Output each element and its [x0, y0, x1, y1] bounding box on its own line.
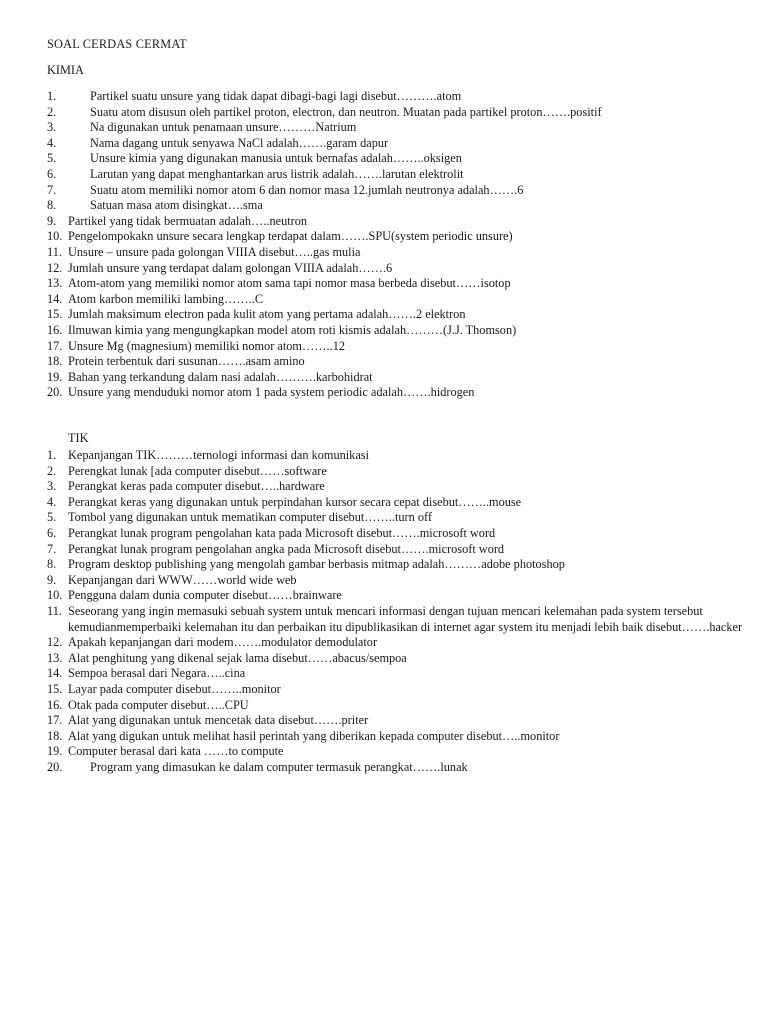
- kimia-question-text: Atom-atom yang memiliki nomor atom sama tapi nomor masa berbeda disebut……isotop: [68, 276, 511, 291]
- tik-question-text: Kepanjangan TIK………ternologi informasi dan komunikasi: [68, 448, 369, 462]
- tik-question-item: [47, 542, 757, 558]
- kimia-question-text: Jumlah maksimum electron pada kulit atom yang pertama adalah…….2 elektron: [68, 307, 466, 322]
- tik-question-item: [47, 557, 757, 573]
- kimia-question-text: Bahan yang terkandung dalam nasi adalah……….karbohidrat: [68, 369, 373, 384]
- tik-question-text: Perangkat keras yang digunakan untuk perpindahan kursor secara cepat disebut……..mouse: [68, 494, 522, 509]
- tik-question-number: 8.: [47, 557, 57, 572]
- tik-question-number: 9.: [47, 572, 57, 587]
- kimia-question-text: Partikel yang tidak bermuatan adalah…..neutron: [68, 213, 308, 228]
- document-title: SOAL CERDAS CERMAT: [47, 37, 187, 51]
- tik-question-number: 17.: [47, 713, 63, 728]
- kimia-question-item: [47, 276, 757, 292]
- tik-question-item: [47, 713, 757, 729]
- kimia-question-number: 4.: [47, 135, 57, 150]
- kimia-question-text: Protein terbentuk dari susunan…….asam amino: [68, 354, 305, 369]
- kimia-question-text: Atom karbon memiliki lambing……..C: [68, 291, 264, 306]
- kimia-question-number: 15.: [47, 307, 63, 322]
- kimia-question-item: [47, 323, 757, 339]
- kimia-question-list: [47, 89, 757, 401]
- kimia-question-number: 11.: [47, 244, 62, 259]
- tik-question-number: 10.: [47, 588, 63, 603]
- tik-question-text: Alat yang digukan untuk melihat hasil perintah yang diberikan kepada computer disebut…..monitor: [68, 728, 560, 743]
- tik-question-number: 7.: [47, 541, 57, 556]
- tik-question-item: [47, 682, 757, 698]
- kimia-question-text: Unsure kimia yang digunakan manusia untuk bernafas adalah……..oksigen: [90, 151, 462, 166]
- kimia-question-number: 2.: [47, 104, 57, 119]
- kimia-question-text: Ilmuwan kimia yang mengungkapkan model atom roti kismis adalah………(J.J. Thomson): [68, 322, 517, 337]
- kimia-question-number: 13.: [47, 276, 63, 291]
- kimia-question-item: [47, 229, 757, 245]
- kimia-question-text: Pengelompokakn unsure secara lengkap terdapat dalam…….SPU(system periodic unsure): [68, 229, 513, 244]
- tik-question-item: [47, 479, 757, 495]
- kimia-question-item: [47, 136, 757, 152]
- kimia-question-item: [47, 245, 757, 261]
- tik-question-text: Seseorang yang ingin memasuki sebuah system untuk mencari informasi dengan tujuan mencari kelemahan pada system tersebut kemudianmemperbaiki kelemahan itu dan perbaikan itu dipublikasikan di internet agar system itu menjadi lebih baik disebut…….hacker: [68, 603, 743, 634]
- kimia-question-item: [47, 151, 757, 167]
- kimia-question-text: Jumlah unsure yang terdapat dalam golongan VIIIA adalah…….6: [68, 260, 393, 275]
- kimia-question-item: [47, 183, 757, 199]
- tik-question-text: Alat yang digunakan untuk mencetak data disebut…….priter: [68, 713, 369, 728]
- kimia-question-item: [47, 292, 757, 308]
- kimia-question-number: 9.: [47, 213, 57, 228]
- kimia-question-number: 8.: [47, 198, 57, 213]
- kimia-question-number: 16.: [47, 322, 63, 337]
- kimia-heading: KIMIA: [47, 63, 84, 77]
- tik-question-number: 15.: [47, 681, 63, 696]
- tik-question-item: [47, 698, 757, 714]
- kimia-question-item: [47, 214, 757, 230]
- tik-question-number: 2.: [47, 463, 57, 478]
- kimia-question-number: 10.: [47, 229, 63, 244]
- kimia-question-text: Nama dagang untuk senyawa NaCl adalah…….garam dapur: [90, 135, 389, 150]
- tik-question-text: Layar pada computer disebut……..monitor: [68, 681, 281, 696]
- tik-question-item: [47, 760, 757, 776]
- kimia-question-text: Unsure – unsure pada golongan VIIIA disebut…..gas mulia: [68, 244, 361, 259]
- tik-question-item: [47, 510, 757, 526]
- kimia-question-item: [47, 307, 757, 323]
- tik-question-item: [47, 651, 757, 667]
- kimia-question-item: [47, 354, 757, 370]
- kimia-question-text: Unsure Mg (magnesium) memiliki nomor atom……..12: [68, 338, 345, 353]
- kimia-question-text: Larutan yang dapat menghantarkan arus listrik adalah…….larutan elektrolit: [90, 166, 464, 181]
- kimia-question-number: 12.: [47, 260, 63, 275]
- tik-question-item: [47, 464, 757, 480]
- kimia-question-text: Suatu atom disusun oleh partikel proton, electron, dan neutron. Muatan pada partikel proton…….positif: [90, 104, 602, 119]
- kimia-question-text: Na digunakan untuk penamaan unsure………Natrium: [90, 120, 357, 135]
- tik-question-number: 4.: [47, 494, 57, 509]
- tik-question-number: 19.: [47, 744, 63, 759]
- tik-question-text: Perangkat keras pada computer disebut…..hardware: [68, 479, 325, 494]
- tik-question-text: Pengguna dalam dunia computer disebut……brainware: [68, 588, 342, 603]
- tik-question-text: Tombol yang digunakan untuk mematikan computer disebut……..turn off: [68, 510, 432, 525]
- tik-question-number: 5.: [47, 510, 57, 525]
- kimia-question-number: 3.: [47, 120, 57, 135]
- tik-question-text: Program desktop publishing yang mengolah gambar berbasis mitmap adalah………adobe photoshop: [68, 557, 565, 572]
- kimia-question-number: 5.: [47, 151, 57, 166]
- tik-question-item: [47, 666, 757, 682]
- tik-question-text: Program yang dimasukan ke dalam computer termasuk perangkat…….lunak: [90, 759, 468, 774]
- kimia-question-number: 6.: [47, 166, 57, 181]
- kimia-question-item: [47, 89, 757, 105]
- kimia-question-item: [47, 339, 757, 355]
- kimia-question-number: 1.: [47, 89, 57, 103]
- tik-question-text: Perengkat lunak [ada computer disebut……software: [68, 463, 327, 478]
- tik-question-item: [47, 448, 757, 464]
- kimia-question-number: 17.: [47, 338, 63, 353]
- tik-question-item: [47, 635, 757, 651]
- tik-question-item: [47, 495, 757, 511]
- kimia-question-number: 14.: [47, 291, 63, 306]
- kimia-question-number: 20.: [47, 385, 63, 400]
- tik-question-item: [47, 573, 757, 589]
- kimia-question-text: Satuan masa atom disingkat….sma: [90, 198, 263, 213]
- tik-question-number: 3.: [47, 479, 57, 494]
- tik-question-number: 13.: [47, 650, 63, 665]
- tik-question-text: Otak pada computer disebut…..CPU: [68, 697, 249, 712]
- kimia-question-number: 19.: [47, 369, 63, 384]
- tik-question-text: Apakah kepanjangan dari modem…….modulator demodulator: [68, 635, 378, 650]
- tik-question-number: 6.: [47, 525, 57, 540]
- tik-question-number: 11.: [47, 603, 62, 618]
- kimia-question-text: Suatu atom memiliki nomor atom 6 dan nomor masa 12.jumlah neutronya adalah…….6: [90, 182, 524, 197]
- tik-question-number: 20.: [47, 759, 63, 774]
- kimia-question-text: Unsure yang menduduki nomor atom 1 pada system periodic adalah…….hidrogen: [68, 385, 475, 400]
- kimia-question-item: [47, 385, 757, 401]
- tik-question-text: Sempoa berasal dari Negara…..cina: [68, 666, 246, 681]
- kimia-question-item: [47, 370, 757, 386]
- kimia-question-number: 7.: [47, 182, 57, 197]
- tik-question-number: 18.: [47, 728, 63, 743]
- kimia-question-item: [47, 120, 757, 136]
- tik-question-number: 14.: [47, 666, 63, 681]
- tik-question-item: [47, 744, 757, 760]
- tik-question-item: [47, 729, 757, 745]
- tik-question-text: Kepanjangan dari WWW……world wide web: [68, 572, 297, 587]
- tik-question-number: 1.: [47, 448, 57, 462]
- kimia-question-number: 18.: [47, 354, 63, 369]
- kimia-question-item: [47, 261, 757, 277]
- tik-question-item: [47, 526, 757, 542]
- kimia-question-text: Partikel suatu unsure yang tidak dapat dibagi-bagi lagi disebut……….atom: [90, 89, 462, 103]
- tik-question-text: Perangkat lunak program pengolahan angka pada Microsoft disebut…….microsoft word: [68, 541, 505, 556]
- tik-heading: TIK: [68, 431, 89, 445]
- kimia-question-item: [47, 105, 757, 121]
- tik-question-text: Alat penghitung yang dikenal sejak lama disebut……abacus/sempoa: [68, 650, 407, 665]
- tik-question-item: [47, 604, 757, 635]
- tik-question-number: 12.: [47, 635, 63, 650]
- tik-question-item: [47, 588, 757, 604]
- tik-question-text: Computer berasal dari kata ……to compute: [68, 744, 284, 759]
- tik-question-number: 16.: [47, 697, 63, 712]
- kimia-question-item: [47, 167, 757, 183]
- tik-question-text: Perangkat lunak program pengolahan kata pada Microsoft disebut…….microsoft word: [68, 525, 496, 540]
- kimia-question-item: [47, 198, 757, 214]
- tik-question-list: [47, 448, 757, 775]
